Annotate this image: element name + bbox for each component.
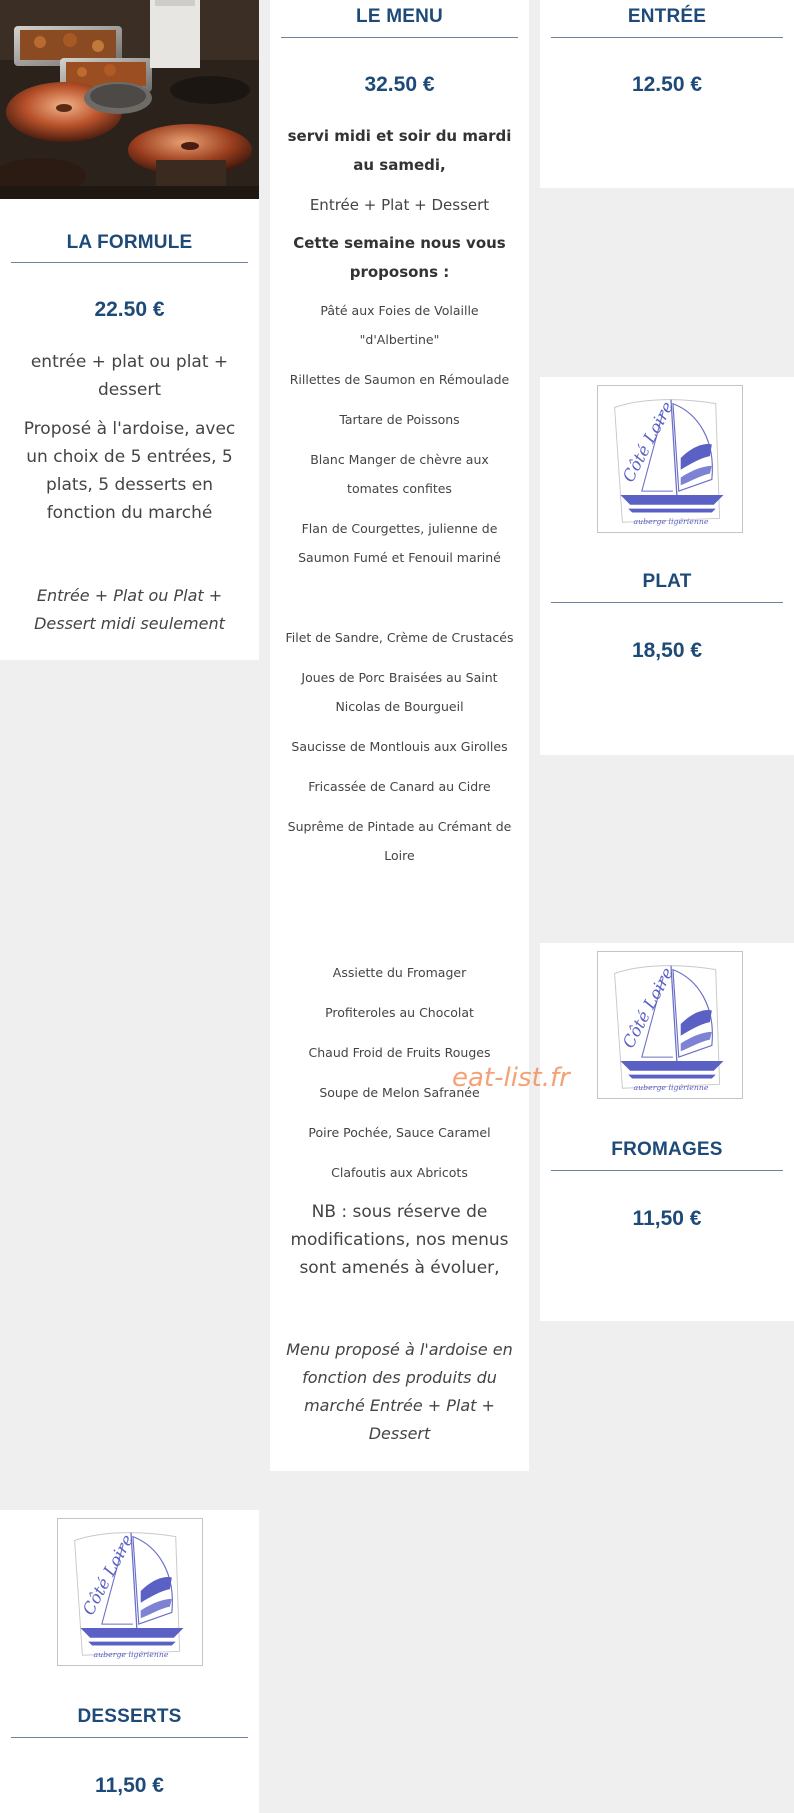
menu-composition: Entrée + Plat + Dessert: [309, 196, 490, 214]
formule-desc-line: entrée + plat ou plat +: [30, 352, 229, 372]
entree-item: Pâté aux Foies de Volaille: [320, 303, 479, 318]
menu-week: [270, 229, 529, 287]
fromages-price: 11,50 €: [632, 1207, 702, 1230]
entree-item: tomates confites: [347, 481, 452, 496]
menu-nb-line: NB : sous réserve de: [311, 1202, 488, 1222]
plat-price: 18,50 €: [631, 639, 703, 662]
dessert-item: Assiette du Fromager: [332, 965, 467, 980]
entree-card: [540, 0, 794, 188]
entree-item: "d'Albertine": [359, 332, 440, 347]
menu-footer-line: Menu proposé à l'ardoise en: [286, 1340, 513, 1359]
menu-served: [270, 122, 529, 180]
dessert-item: Clafoutis aux Abricots: [331, 1165, 468, 1180]
plat-item: Joues de Porc Braisées au Saint: [301, 670, 498, 685]
plat-item: Suprême de Pintade au Crémant de: [287, 819, 512, 834]
fromages-title: FROMAGES: [611, 1139, 723, 1160]
desserts-divider: [11, 1737, 248, 1738]
dessert-item: Soupe de Melon Safranée: [319, 1085, 480, 1100]
formule-note: [0, 582, 259, 638]
fromages-divider: [551, 1170, 783, 1171]
formule-description: [0, 348, 259, 404]
formule-ardoise-line: Proposé à l'ardoise, avec: [23, 419, 236, 439]
desserts-price: 11,50 €: [95, 1774, 164, 1797]
menu-nb-line: modifications, nos menus: [290, 1230, 509, 1250]
plat-item: Saucisse de Montlouis aux Girolles: [291, 739, 508, 754]
menu-title: LE MENU: [356, 6, 443, 27]
formule-ardoise: [0, 415, 259, 527]
menu-footer-line: marché Entrée + Plat +: [304, 1396, 495, 1415]
formule-note-line: Dessert midi seulement: [34, 614, 225, 633]
cote-loire-logo: [597, 385, 743, 533]
menu-footer-line: Dessert: [368, 1424, 431, 1443]
entree-item: Saumon Fumé et Fenouil mariné: [298, 550, 501, 565]
entree-divider: [551, 37, 783, 38]
entree-item: Flan de Courgettes, julienne de: [301, 521, 498, 536]
dessert-item: Chaud Froid de Fruits Rouges: [308, 1045, 491, 1060]
plat-card: [540, 377, 794, 755]
menu-served-line: au samedi,: [353, 156, 446, 174]
cote-loire-logo: [57, 1518, 203, 1666]
dessert-item: Profiteroles au Chocolat: [325, 1005, 474, 1020]
formule-divider: [11, 262, 248, 263]
cote-loire-logo: [597, 951, 743, 1099]
dessert-item: Poire Pochée, Sauce Caramel: [308, 1125, 491, 1140]
entree-title: ENTRÉE: [627, 6, 707, 27]
entrees-list: [270, 296, 529, 572]
menu-card: [270, 0, 529, 1471]
formule-ardoise-line: plats, 5 desserts en: [45, 475, 214, 495]
formule-ardoise-line: un choix de 5 entrées, 5: [26, 447, 233, 467]
menu-week-line: proposons :: [349, 263, 450, 281]
menu-week-line: Cette semaine nous vous: [293, 234, 506, 252]
plat-item: Loire: [384, 848, 415, 863]
plats-list: [270, 623, 529, 870]
entree-item: Blanc Manger de chèvre aux: [310, 452, 489, 467]
menu-divider: [281, 37, 518, 38]
menu-price: 32.50 €: [364, 73, 435, 96]
formule-ardoise-line: fonction du marché: [46, 503, 213, 523]
plat-item: Nicolas de Bourgueil: [335, 699, 464, 714]
desserts-card: [0, 1510, 259, 1813]
watermark: eat-list.fr: [452, 1063, 570, 1093]
formule-note-line: Entrée + Plat ou Plat +: [36, 586, 223, 605]
desserts-title: DESSERTS: [77, 1706, 182, 1727]
entree-item: Rillettes de Saumon en Rémoulade: [289, 372, 510, 387]
formule-title: LA FORMULE: [66, 232, 193, 253]
formule-price: 22.50 €: [94, 298, 165, 321]
plat-item: Fricassée de Canard au Cidre: [308, 779, 491, 794]
kitchen-photo: [0, 0, 259, 199]
plat-title: PLAT: [642, 571, 692, 592]
menu-nb-line: sont amenés à évoluer,: [299, 1258, 500, 1278]
menu-footer-line: fonction des produits du: [302, 1368, 497, 1387]
menu-nb: [270, 1198, 529, 1282]
formule-desc-line: dessert: [97, 380, 162, 400]
plat-item: Filet de Sandre, Crème de Crustacés: [285, 630, 514, 645]
entree-item: Tartare de Poissons: [339, 412, 460, 427]
entree-price: 12.50 €: [631, 73, 703, 96]
fromages-card: [540, 943, 794, 1321]
plat-divider: [551, 602, 783, 603]
menu-served-line: servi midi et soir du mardi: [287, 127, 512, 145]
formule-card: [0, 0, 259, 660]
menu-footer-note: [270, 1336, 529, 1448]
